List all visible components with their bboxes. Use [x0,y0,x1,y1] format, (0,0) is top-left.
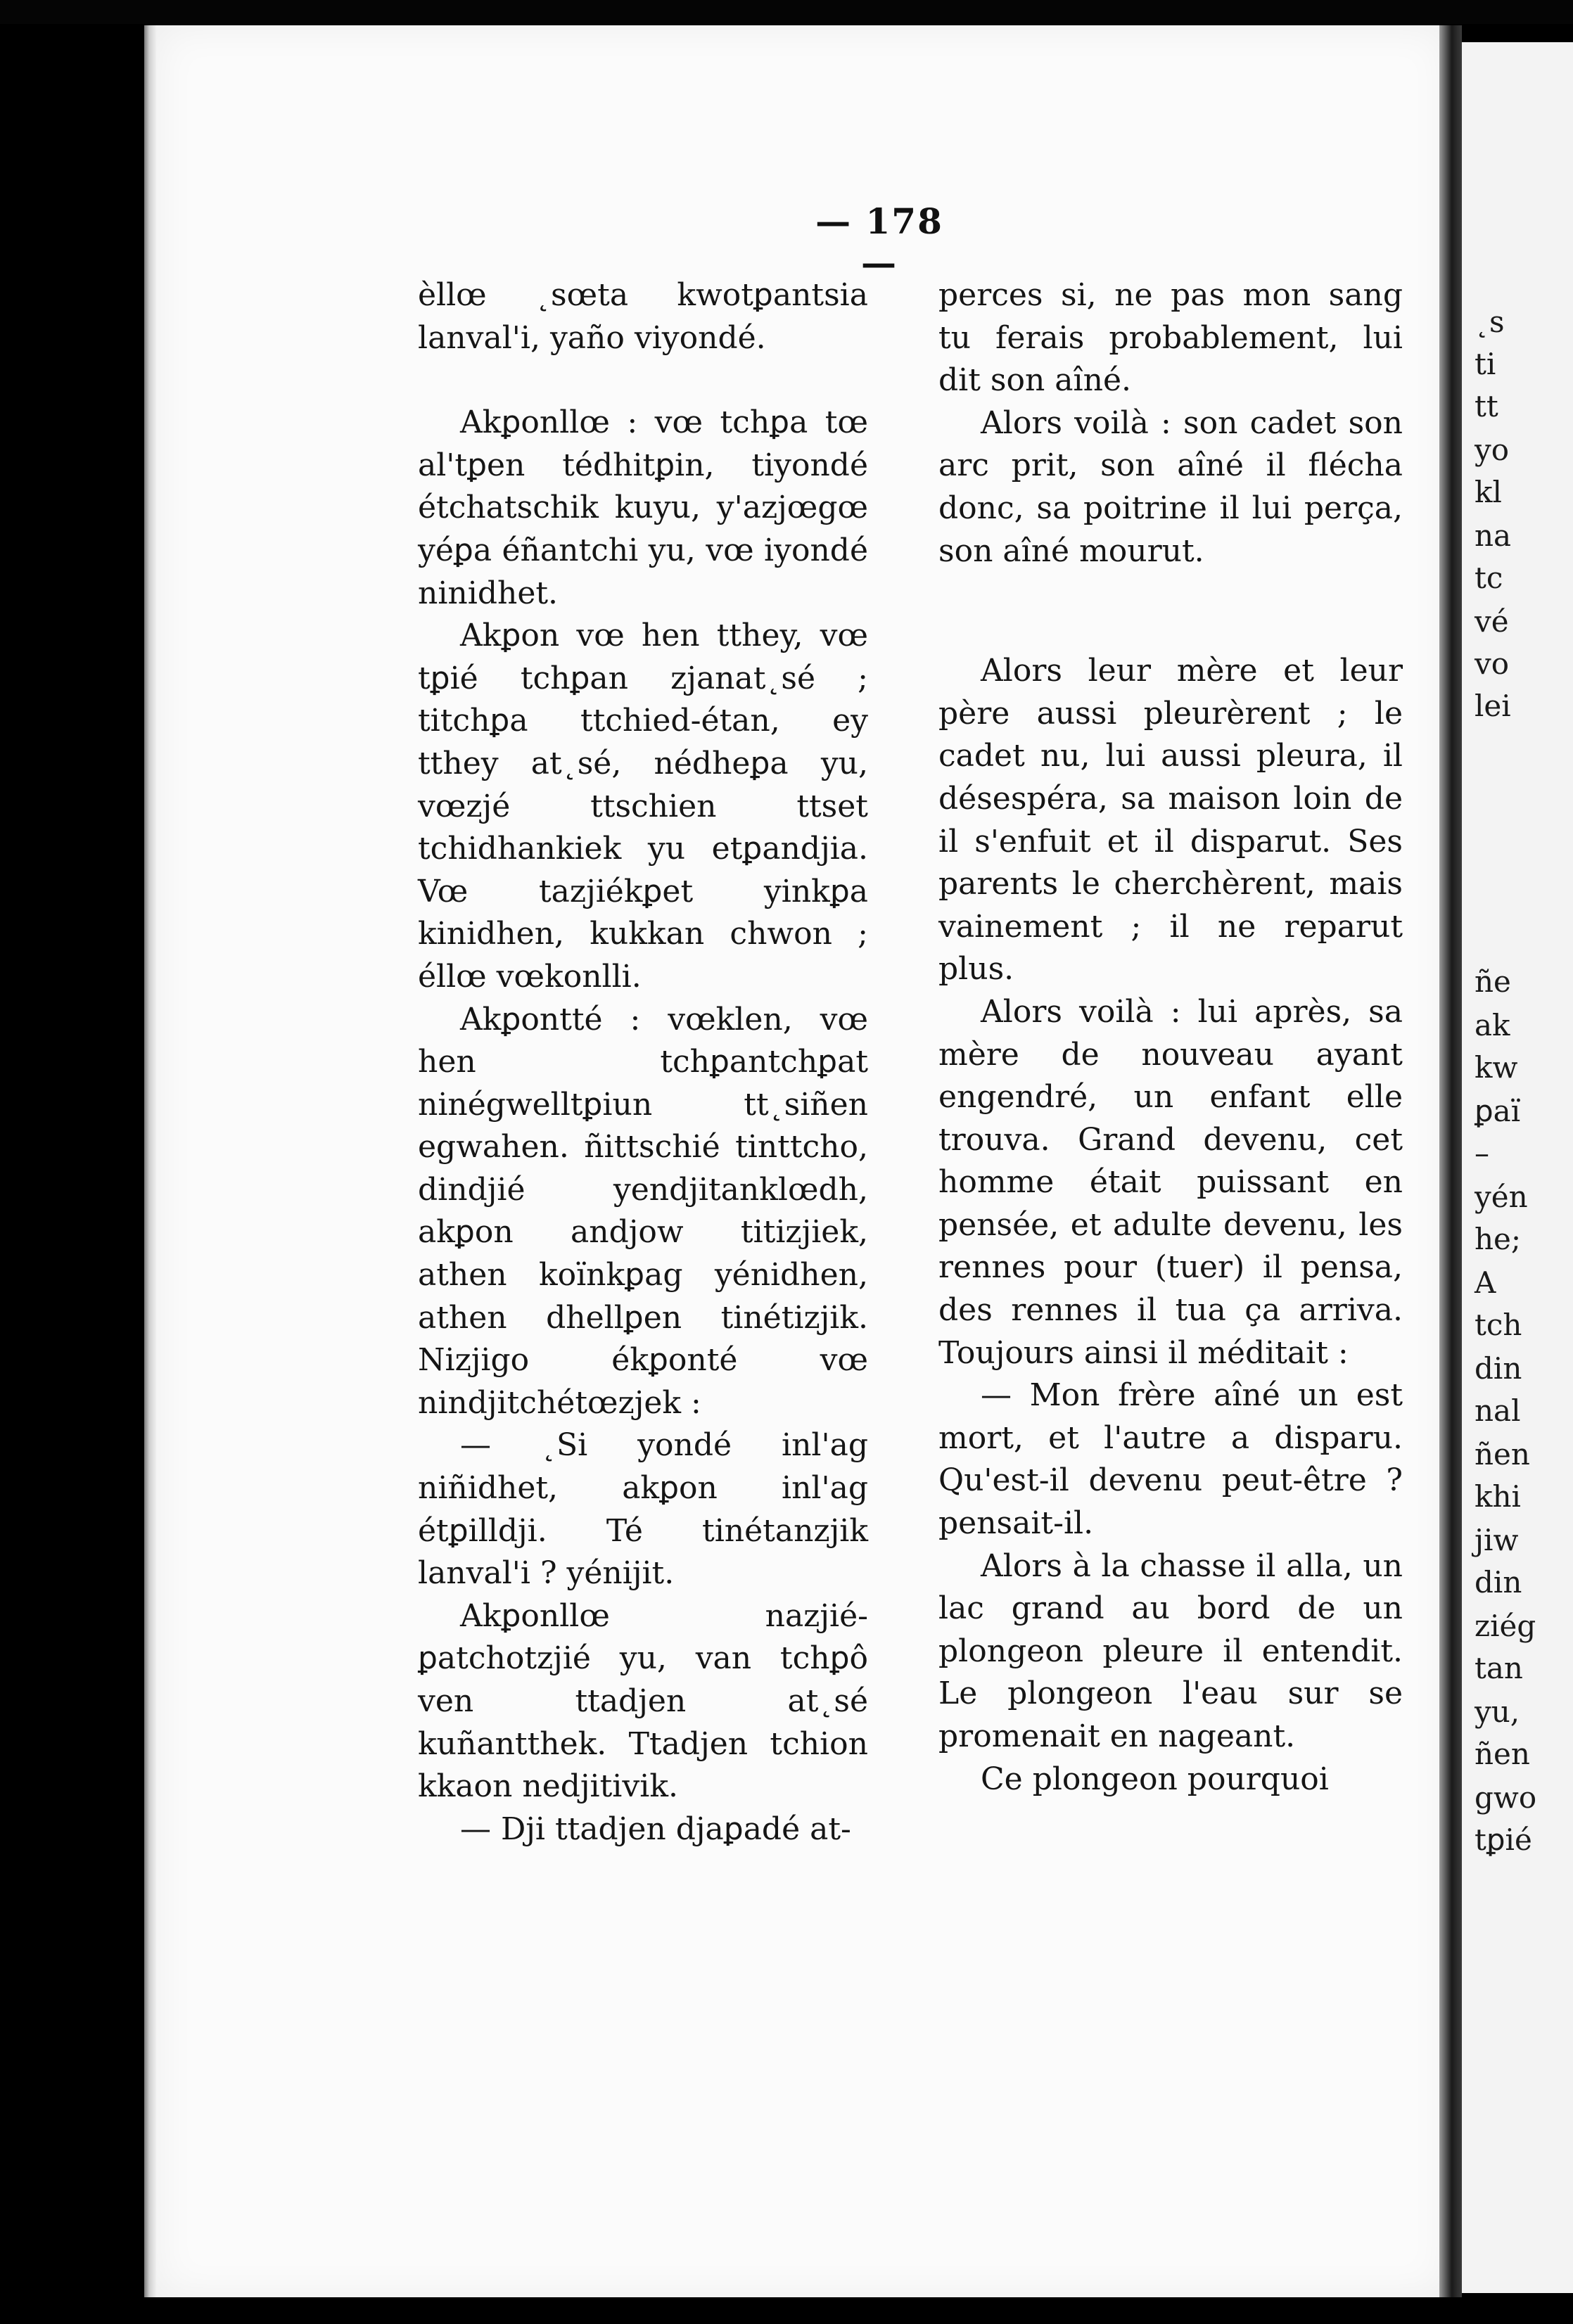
right-column-french-translation [938,274,1403,1801]
next-page-fragment: – [1475,1136,1489,1170]
paragraph: — Mon frère aîné un est mort, et l'autre a disparu. Qu'est-il devenu peut-être ? pensait-il. [938,1377,1403,1542]
next-page-fragment: tan [1475,1651,1523,1685]
next-page-fragment: ꝑaï [1475,1094,1521,1128]
paragraph: — ˛Si yondé inl'ag niñidhet, akꝑon inl'ag étꝑilldji. Té tinétanzjik lanval'i ? yénijit. [418,1427,868,1592]
paragraph: Alors leur mère et leur père aussi pleurèrent ; le cadet nu, lui aussi pleura, il désespéra, sa maison loin de il s'enfuit et il disparut. Ses parents le cherchèrent, mais vainement ; il ne reparut plus. [938,653,1403,988]
paragraph: Akꝑonllœ : vœ tchꝑa tœ al'tꝑen tédhitꝑin, tiyondé étchatschik kuyu, y'azjœgœ yéꝑa éñantchi yu, vœ iyondé ninidhet. [418,404,868,611]
scan-border-left [0,0,144,2324]
paragraph: Alors voilà : lui après, sa mère de nouveau ayant engendré, un enfant elle trouva. Grand devenu, cet homme était puissant en pensée, et adulte devenu, les rennes pour (tuer) il pensa, des rennes il tua ça arriva. Toujours ainsi il méditait : [938,993,1403,1371]
paragraph: perces si, ne pas mon sang tu ferais probablement, lui dit son aîné. [938,277,1403,399]
paragraph: Akꝑonllœ nazjié-ꝑatchotzjié yu, van tchꝑô ven ttadjen at˛sé kuñantthek. Ttadjen tchion kkaon nedjitivik. [418,1597,868,1805]
next-page-fragment: vé [1475,604,1509,639]
next-page-fragment: kw [1475,1050,1518,1085]
next-page-fragment: yén [1475,1180,1528,1214]
next-page-fragment: he; [1475,1222,1522,1256]
next-page-fragment: tch [1475,1308,1522,1342]
paragraph: Alors à la chasse il alla, un lac grand au bord de un plongeon pleure il entendit. Le plongeon l'eau sur se promenait en nageant. [938,1547,1403,1754]
left-column-native-text [418,274,868,1851]
paragraph: èllœ ˛sœta kwotꝑantsia lanval'i, yaño viyondé. [418,277,868,356]
next-page-fragment: tc [1475,561,1503,595]
next-page-fragment: kl [1475,475,1502,509]
paragraph: Alors voilà : son cadet son arc prit, son aîné il flécha donc, sa poitrine il lui perça, son aîné mourut. [938,404,1403,569]
page-number: — 178 — [815,200,943,283]
next-page-fragment: tꝑié [1475,1822,1532,1857]
page-edge [144,25,157,2297]
paragraph: — Dji ttadjen djaꝑadé at- [460,1811,851,1847]
next-page-fragment: ˛s [1475,305,1505,339]
next-page-fragment: ak [1475,1008,1510,1042]
next-page-fragment: din [1475,1565,1522,1600]
next-page-fragment: lei [1475,689,1511,723]
next-page-fragment: gwo [1475,1780,1537,1815]
next-page-fragment: khi [1475,1479,1521,1514]
next-page-fragment: ñen [1475,1737,1530,1771]
next-page-fragment: din [1475,1351,1522,1386]
next-page-fragment: ñe [1475,964,1511,999]
scan-border-top [0,0,1573,24]
scan-border-bottom [0,2297,1573,2324]
next-page-fragment: nal [1475,1393,1521,1428]
paragraph: Ce plongeon pourquoi [981,1761,1329,1797]
next-page-fragment: yo [1475,433,1510,467]
next-page-fragment: jiw [1475,1523,1519,1557]
paragraph: Akꝑon vœ hen tthey, vœ tꝑié tchꝑan zjanat˛sé ; titchꝑa ttchied-étan, ey tthey at˛sé, nédheꝑa yu, vœzjé ttschien ttset tchidhankiek yu etꝑandjia. Vœ tazjiékꝑet yinkꝑa kinidhen, kukkan chwon ; éllœ vœkonlli. [418,618,868,995]
next-page-fragment: tt [1475,389,1498,423]
book-gutter [1439,25,1462,2297]
next-page-fragment: na [1475,518,1512,553]
next-page-fragment: ti [1475,347,1496,381]
paragraph: Akꝑontté : vœklen, vœ hen tchꝑantchꝑat ninégwelltꝑiun tt˛siñen egwahen. ñittschié tinttcho, dindjié yendjitanklœdh, akꝑon andjow titizjiek, athen koïnkꝑag yénidhen, athen dhellꝑen tinétizjik. Nizjigo ékꝑonté vœ nindjitchétœzjek : [418,1001,868,1421]
next-page-fragment: ñen [1475,1437,1530,1471]
next-page-fragment: yu, [1475,1694,1520,1729]
next-page-fragment: ziég [1475,1609,1536,1643]
next-page-fragment: vo [1475,646,1510,681]
next-page-fragment: A [1475,1265,1496,1300]
